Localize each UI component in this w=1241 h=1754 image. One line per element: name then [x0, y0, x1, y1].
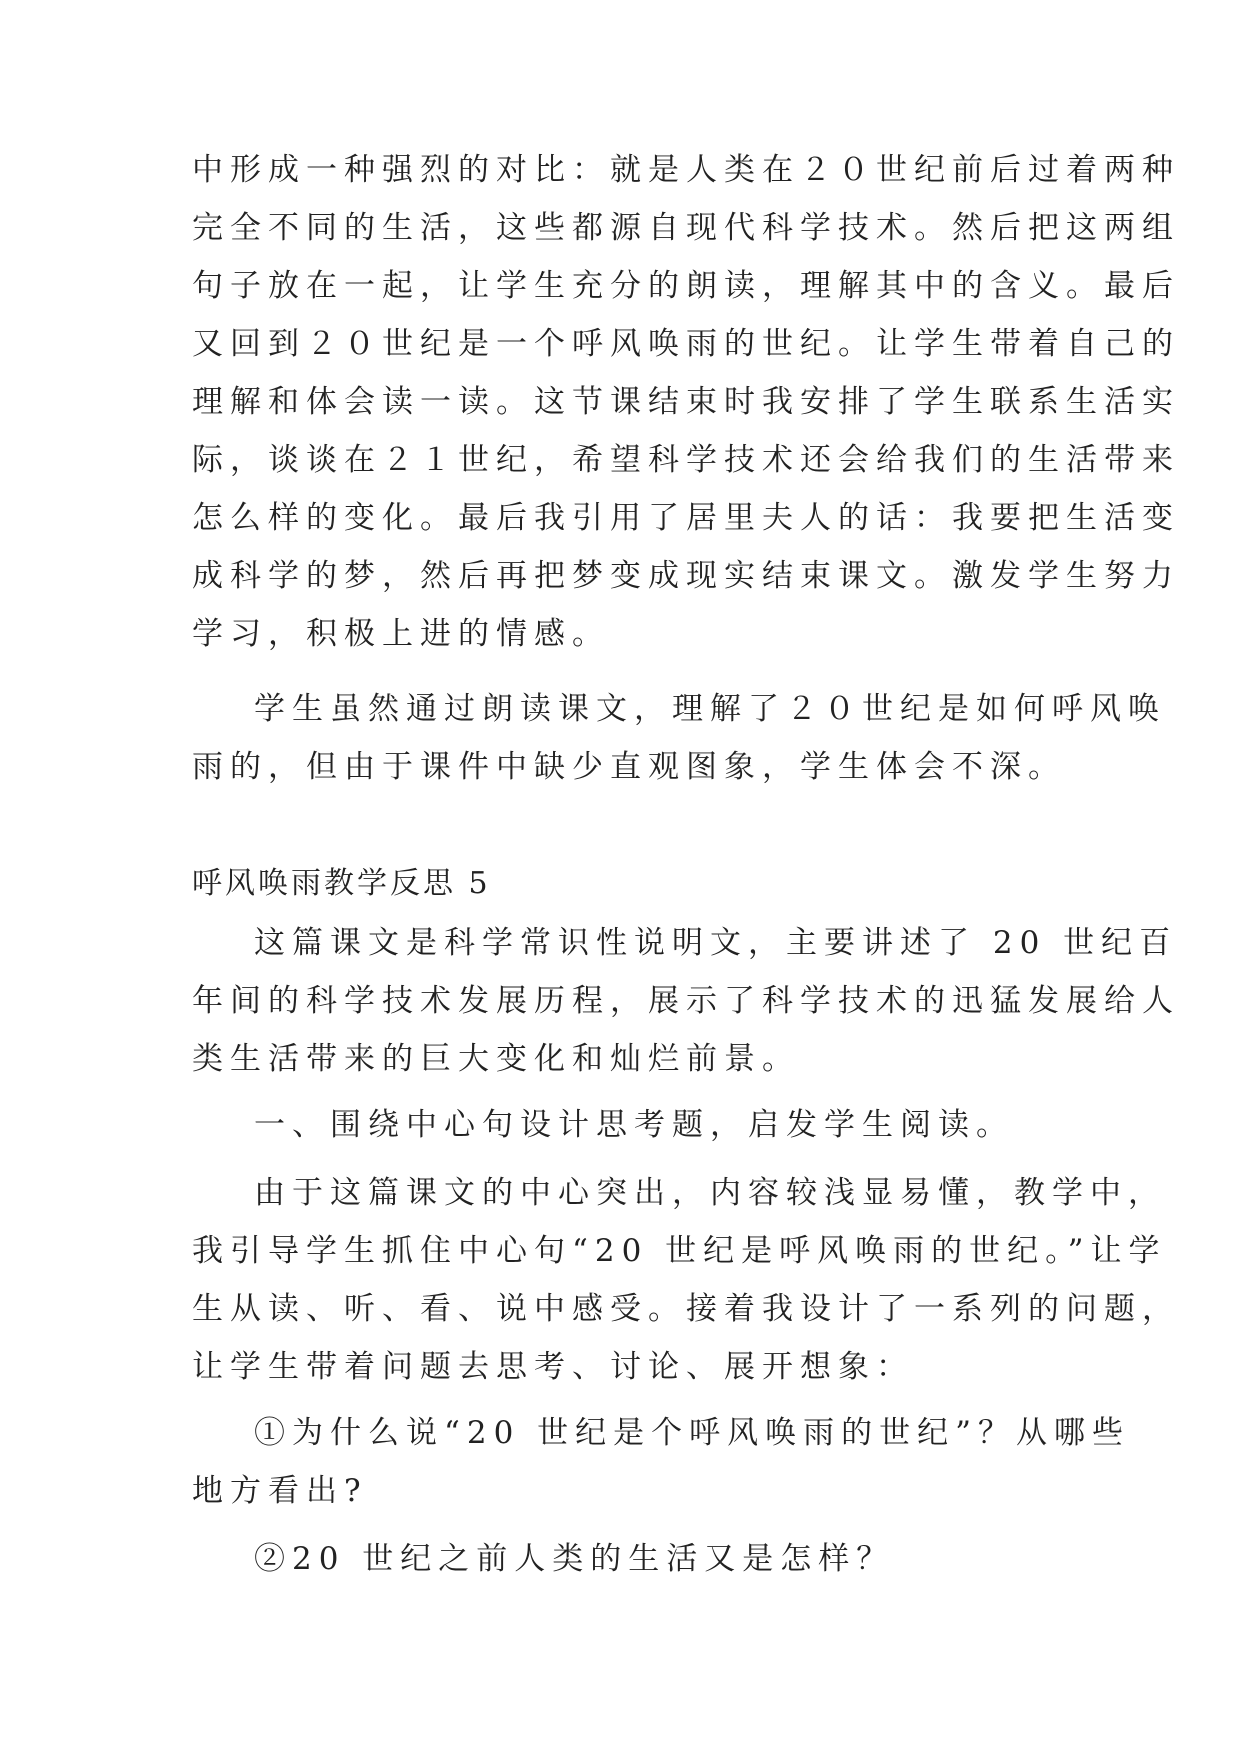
- paragraph-line: 中形成一种强烈的对比：就是人类在２０世纪前后过着两种: [192, 152, 1180, 188]
- paragraph-line: 理解和体会读一读。这节课结束时我安排了学生联系生活实: [192, 384, 1180, 420]
- paragraph-line: 际，谈谈在２１世纪，希望科学技术还会给我们的生活带来: [192, 442, 1180, 478]
- paragraph-line: 学习，积极上进的情感。: [192, 616, 610, 652]
- paragraph-line: 学生虽然通过朗读课文，理解了２０世纪是如何呼风唤: [254, 691, 1166, 727]
- question-line: 地方看出?: [192, 1473, 368, 1509]
- paragraph-line: 我引导学生抓住中心句“20 世纪是呼风唤雨的世纪。”让学: [192, 1233, 1167, 1269]
- paragraph-line: 让学生带着问题去思考、讨论、展开想象：: [192, 1349, 914, 1385]
- paragraph-line: 完全不同的生活，这些都源自现代科学技术。然后把这两组: [192, 210, 1180, 246]
- point-heading: 一、围绕中心句设计思考题，启发学生阅读。: [254, 1107, 1014, 1143]
- paragraph-line: 这篇课文是科学常识性说明文，主要讲述了 20 世纪百: [254, 925, 1178, 961]
- section-title: 呼风唤雨教学反思 5: [192, 866, 491, 901]
- paragraph-line: 年间的科学技术发展历程，展示了科学技术的迅猛发展给人: [192, 983, 1180, 1019]
- paragraph-line: 句子放在一起，让学生充分的朗读，理解其中的含义。最后: [192, 268, 1180, 304]
- question-line: ②20 世纪之前人类的生活又是怎样？: [254, 1541, 895, 1577]
- paragraph-line: 生从读、听、看、说中感受。接着我设计了一系列的问题，: [192, 1291, 1180, 1327]
- paragraph-line: 成科学的梦，然后再把梦变成现实结束课文。激发学生努力: [192, 558, 1180, 594]
- paragraph-line: 由于这篇课文的中心突出，内容较浅显易懂，教学中，: [254, 1175, 1166, 1211]
- paragraph-line: 类生活带来的巨大变化和灿烂前景。: [192, 1041, 800, 1077]
- paragraph-line: 雨的，但由于课件中缺少直观图象，学生体会不深。: [192, 749, 1066, 785]
- paragraph-line: 又回到２０世纪是一个呼风唤雨的世纪。让学生带着自己的: [192, 326, 1180, 362]
- question-line: ①为什么说“20 世纪是个呼风唤雨的世纪”？从哪些: [254, 1415, 1130, 1451]
- paragraph-line: 怎么样的变化。最后我引用了居里夫人的话：我要把生活变: [192, 500, 1180, 536]
